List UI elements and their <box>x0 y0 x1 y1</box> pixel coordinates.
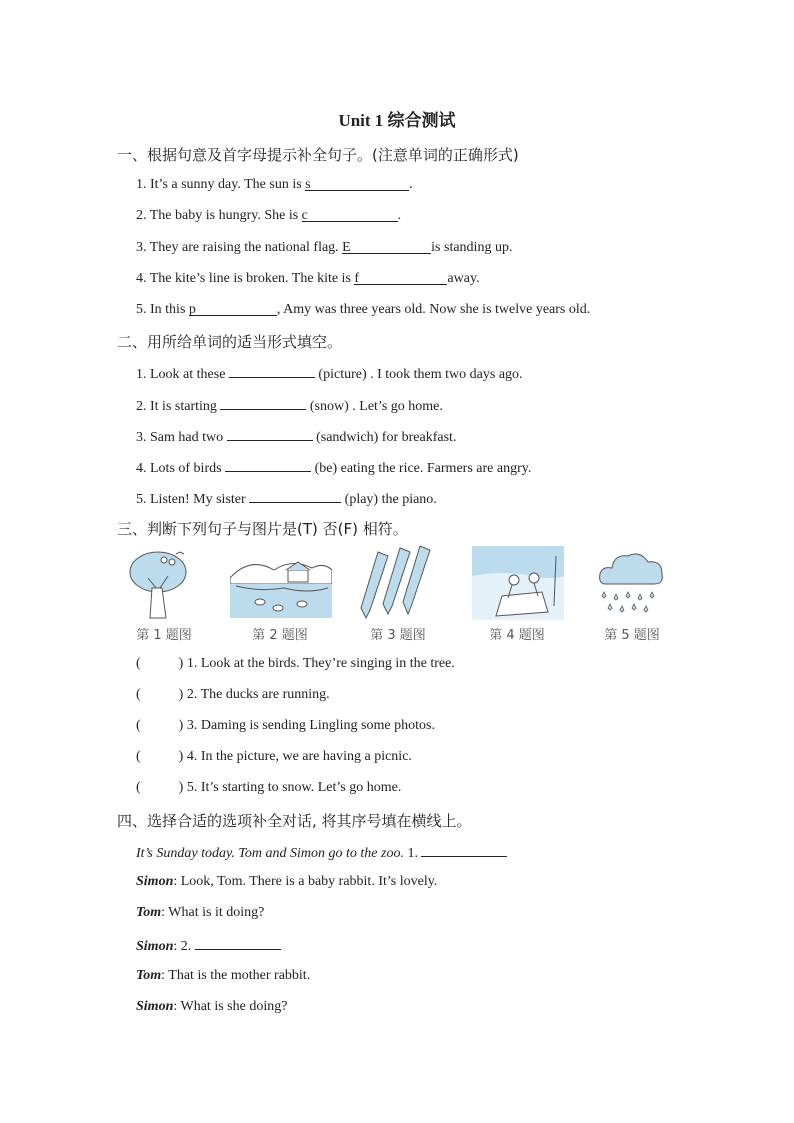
dialogue-line-5: Simon: What is she doing? <box>136 999 288 1014</box>
picnic-picture <box>472 546 564 620</box>
answer-blank[interactable] <box>220 396 306 410</box>
answer-blank[interactable]: c <box>302 208 398 222</box>
tree-birds-picture <box>126 548 190 620</box>
answer-blank[interactable] <box>195 936 281 950</box>
s1-item-3: 3. They are raising the national flag. E is standing up. <box>136 240 513 255</box>
s3-item-5: ( ) 5. It’s starting to snow. Let’s go home. <box>136 780 402 795</box>
s2-item-3: 3. Sam had two (sandwich) for breakfast. <box>136 427 456 446</box>
answer-blank[interactable] <box>421 843 507 857</box>
page-title: Unit 1 综合测试 <box>338 111 456 130</box>
s1-item-5: 5. In this p , Amy was three years old. Now she is twelve years old. <box>136 302 591 317</box>
answer-paren[interactable]: ( <box>136 780 141 795</box>
answer-blank[interactable] <box>225 458 311 472</box>
dialogue-line-2: Tom: What is it doing? <box>136 905 265 920</box>
answer-blank[interactable] <box>229 364 315 378</box>
caption-2: 第 2 题图 <box>252 628 308 643</box>
dialogue-line-4: Tom: That is the mother rabbit. <box>136 968 311 983</box>
caption-3: 第 3 题图 <box>370 628 426 643</box>
s2-item-5: 5. Listen! My sister (play) the piano. <box>136 489 437 508</box>
dialogue-line-1: Simon: Look, Tom. There is a baby rabbit. It’s lovely. <box>136 874 438 889</box>
answer-paren[interactable]: ( <box>136 687 141 702</box>
answer-blank[interactable]: s <box>305 177 409 191</box>
s3-item-2: ( ) 2. The ducks are running. <box>136 687 330 702</box>
answer-blank[interactable]: E <box>342 240 431 254</box>
s1-item-2: 2. The baby is hungry. She is c . <box>136 208 402 223</box>
s2-item-2: 2. It is starting (snow) . Let’s go home. <box>136 396 443 415</box>
answer-blank[interactable] <box>249 489 341 503</box>
answer-paren[interactable]: ( <box>136 718 141 733</box>
s2-item-4: 4. Lots of birds (be) eating the rice. Farmers are angry. <box>136 458 531 477</box>
section-4-heading: 四、选择合适的选项补全对话, 将其序号填在横线上。 <box>117 812 472 830</box>
dialogue-line-3: Simon: 2. <box>136 936 281 955</box>
answer-blank[interactable]: f <box>354 271 447 285</box>
river-ducks-picture <box>230 552 332 618</box>
s3-item-3: ( ) 3. Daming is sending Lingling some photos. <box>136 718 435 733</box>
section-1-heading: 一、根据句意及首字母提示补全句子。(注意单词的正确形式) <box>117 146 519 164</box>
s2-item-1: 1. Look at these (picture) . I took them two days ago. <box>136 364 523 383</box>
answer-blank[interactable]: p <box>189 302 277 316</box>
rain-cloud-picture <box>596 548 666 614</box>
s1-item-4: 4. The kite’s line is broken. The kite is f away. <box>136 271 480 286</box>
caption-4: 第 4 题图 <box>489 628 545 643</box>
section-2-heading: 二、用所给单词的适当形式填空。 <box>117 333 343 351</box>
s3-item-1: ( ) 1. Look at the birds. They’re singing in the tree. <box>136 656 455 671</box>
answer-blank[interactable] <box>227 427 313 441</box>
dialogue-intro: It’s Sunday today. Tom and Simon go to the zoo. 1. <box>136 843 507 862</box>
s1-item-1: 1. It’s a sunny day. The sun is s . <box>136 177 413 192</box>
answer-paren[interactable]: ( <box>136 656 141 671</box>
answer-paren[interactable]: ( <box>136 749 141 764</box>
section-3-heading: 三、判断下列句子与图片是(T) 否(F) 相符。 <box>117 520 408 538</box>
caption-1: 第 1 题图 <box>136 628 192 643</box>
caption-5: 第 5 题图 <box>604 628 660 643</box>
s3-item-4: ( ) 4. In the picture, we are having a picnic. <box>136 749 412 764</box>
pencils-picture <box>356 544 440 622</box>
